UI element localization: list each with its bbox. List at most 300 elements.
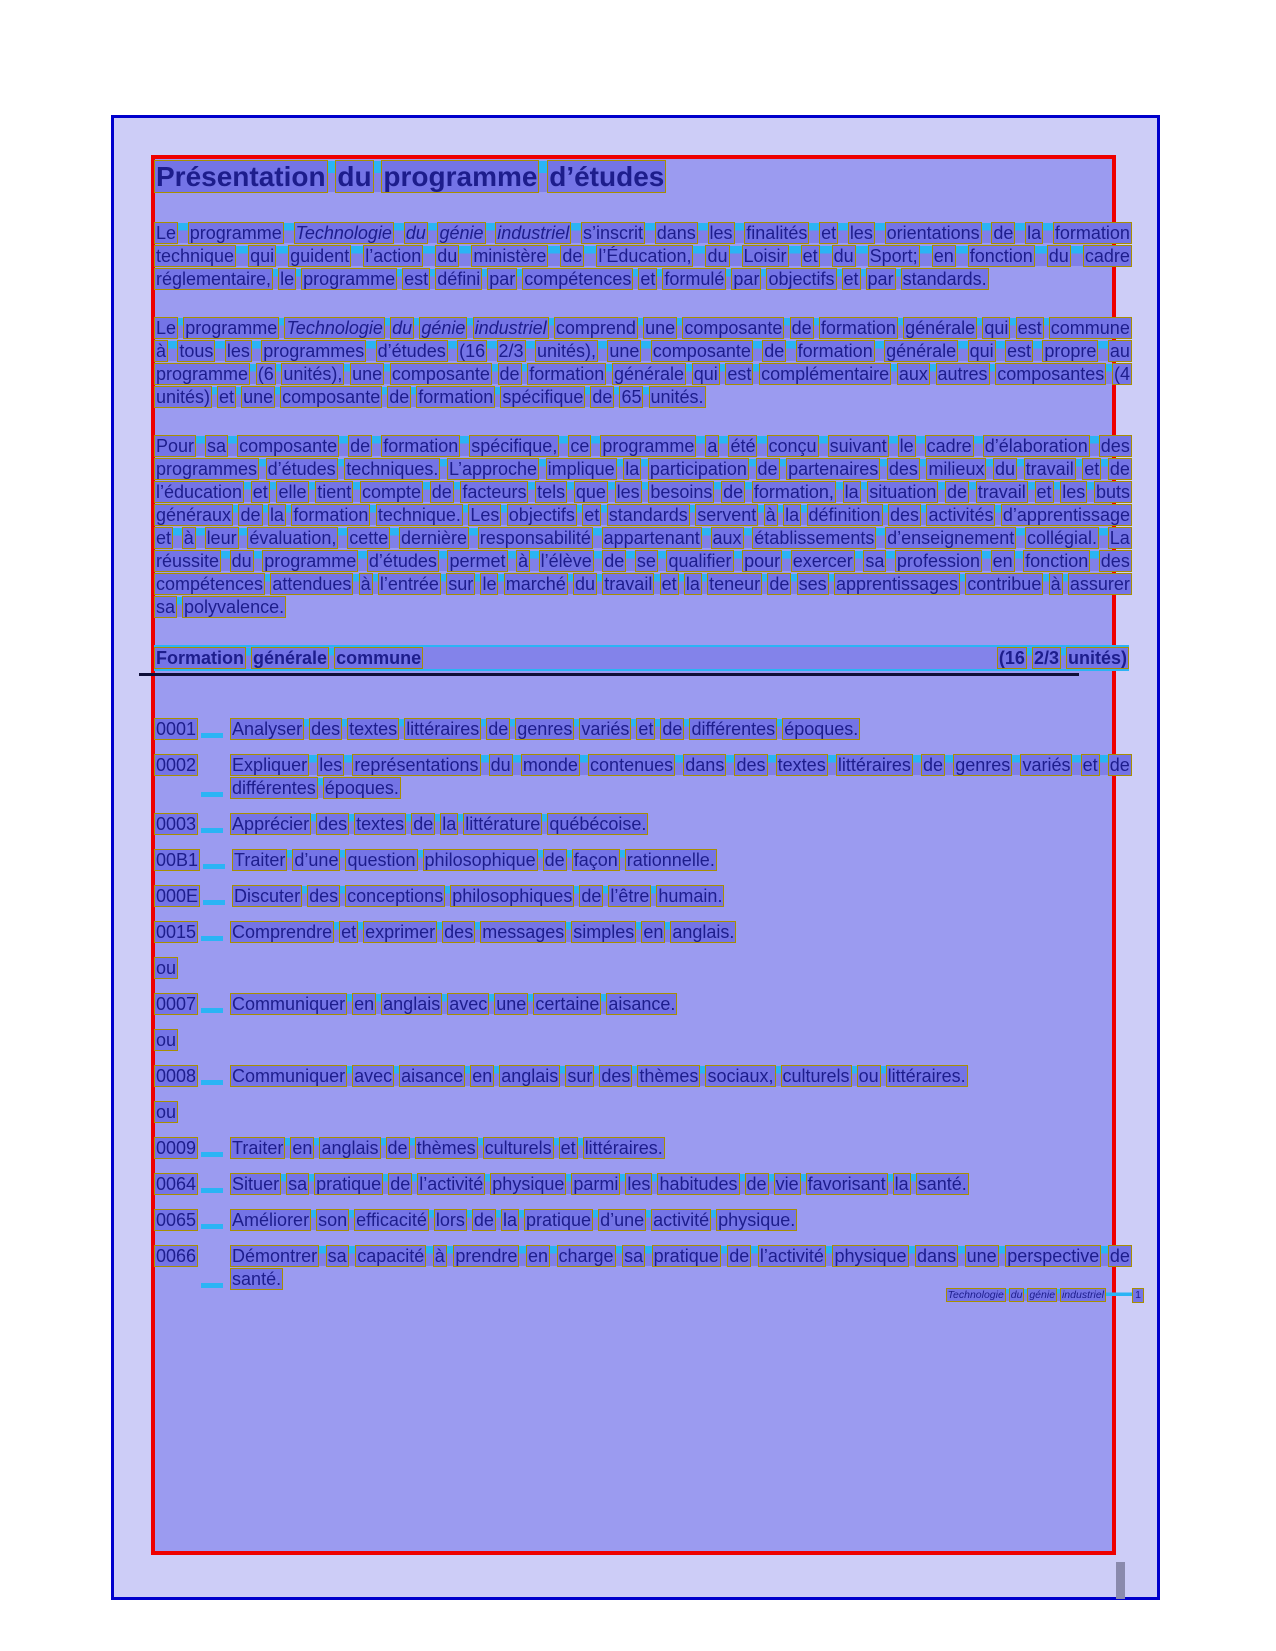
word-highlight: 0064 xyxy=(156,1174,197,1194)
paragraph xyxy=(154,222,1132,291)
word-highlight: buts xyxy=(1095,482,1130,502)
space-selection-mark xyxy=(645,1246,652,1266)
word-highlight: pour xyxy=(744,551,781,571)
competency-row xyxy=(154,885,1132,908)
word-highlight: qui xyxy=(693,364,718,384)
word-highlight: de xyxy=(499,364,520,384)
space-selection-mark xyxy=(486,223,496,243)
word-highlight: d’études xyxy=(549,161,665,192)
space-selection-mark xyxy=(548,246,560,266)
space-selection-mark xyxy=(956,246,968,266)
space-selection-mark xyxy=(875,341,884,361)
competency-code xyxy=(154,1137,198,1160)
word-highlight: la xyxy=(785,505,800,525)
word-highlight: l’éducation xyxy=(156,482,243,502)
word-highlight: de xyxy=(350,436,371,456)
word-highlight: polyvalence. xyxy=(184,597,285,617)
word-highlight: et xyxy=(156,528,172,548)
word-highlight: habitudes xyxy=(659,1174,738,1194)
word-highlight: activités xyxy=(928,505,994,525)
word-highlight: cadre xyxy=(926,436,972,456)
word-highlight: et xyxy=(1082,755,1098,775)
word-highlight: culturels xyxy=(782,1066,850,1086)
word-highlight: composantes xyxy=(997,364,1105,384)
space-selection-mark xyxy=(1098,341,1107,361)
space-selection-mark xyxy=(601,505,606,525)
page-title xyxy=(154,160,1132,194)
word-highlight: d’études xyxy=(267,459,336,479)
space-selection-mark xyxy=(1028,482,1035,502)
space-selection-mark xyxy=(423,246,435,266)
word-highlight: 0002 xyxy=(156,755,197,775)
word-highlight: ou xyxy=(156,1030,177,1050)
word-highlight: et xyxy=(1084,459,1100,479)
word-highlight: du xyxy=(833,246,854,266)
word-highlight: de xyxy=(947,482,968,502)
word-highlight: objectifs xyxy=(508,505,575,525)
word-highlight: la xyxy=(894,1174,909,1194)
word-highlight: (16 xyxy=(459,341,486,361)
word-highlight: en xyxy=(354,994,375,1014)
space-selection-mark xyxy=(584,246,596,266)
word-highlight: 0065 xyxy=(156,1210,197,1230)
space-selection-mark xyxy=(1043,223,1053,243)
space-selection-mark xyxy=(819,436,828,456)
word-highlight: ou xyxy=(156,958,177,978)
space-selection-mark xyxy=(1090,551,1099,571)
word-highlight: l’Éducation, xyxy=(598,246,692,266)
word-highlight: Comprendre xyxy=(232,922,333,942)
space-selection-mark xyxy=(891,364,897,384)
word-highlight: de xyxy=(431,482,452,502)
word-highlight: les xyxy=(319,755,343,775)
word-highlight: formation xyxy=(529,364,605,384)
word-highlight: sa xyxy=(327,1246,347,1266)
word-highlight: conçu xyxy=(768,436,817,456)
word-highlight: ministère xyxy=(473,246,547,266)
word-highlight: réussite xyxy=(156,551,220,571)
word-highlight: propre xyxy=(1044,341,1097,361)
word-highlight: Expliquer xyxy=(232,755,308,775)
word-highlight: Situer xyxy=(232,1174,280,1194)
space-selection-mark xyxy=(645,223,655,243)
word-highlight: anglais xyxy=(321,1138,379,1158)
word-highlight: composante xyxy=(239,436,338,456)
word-highlight: l’entrée xyxy=(379,574,439,594)
word-highlight: activité xyxy=(653,1210,710,1230)
word-highlight: de xyxy=(662,719,683,739)
word-highlight: programme xyxy=(602,436,695,456)
space-selection-mark xyxy=(626,551,635,571)
competency-text xyxy=(230,993,1132,1016)
competency-row xyxy=(154,1209,1132,1232)
space-selection-mark xyxy=(889,436,898,456)
word-highlight: pratique xyxy=(316,1174,382,1194)
word-highlight: les xyxy=(1062,482,1086,502)
word-highlight: à xyxy=(183,528,194,548)
space-selection-mark xyxy=(426,1246,433,1266)
word-highlight: servent xyxy=(697,505,757,525)
word-highlight: des xyxy=(444,922,474,942)
space-selection-mark xyxy=(913,755,921,775)
word-highlight: 0066 xyxy=(156,1246,197,1266)
space-selection-mark xyxy=(284,223,294,243)
competency-code xyxy=(154,993,198,1016)
word-highlight: implique xyxy=(547,459,615,479)
space-selection-mark xyxy=(809,223,819,243)
word-highlight: Traiter xyxy=(232,1138,284,1158)
space-selection-mark xyxy=(820,246,832,266)
word-highlight: générale xyxy=(886,341,957,361)
word-highlight: Technologie xyxy=(295,223,392,243)
word-highlight: de xyxy=(473,1210,494,1230)
competency-row xyxy=(154,1065,1132,1088)
tab-selection-mark xyxy=(198,813,230,836)
word-highlight: et xyxy=(821,223,837,243)
competency-row xyxy=(154,718,1132,741)
word-highlight: et xyxy=(638,719,654,739)
word-highlight: de xyxy=(923,755,944,775)
word-highlight: et xyxy=(640,269,656,289)
space-selection-mark xyxy=(776,1066,781,1086)
word-highlight: du xyxy=(405,223,426,243)
space-selection-mark xyxy=(789,246,801,266)
word-highlight: de xyxy=(791,318,812,338)
word-highlight: spécifique xyxy=(502,387,584,407)
competency-code xyxy=(154,885,200,908)
word-highlight: par xyxy=(733,269,760,289)
space-selection-mark xyxy=(448,341,457,361)
word-highlight: des xyxy=(601,1066,631,1086)
word-highlight: de xyxy=(488,719,509,739)
word-highlight: 2/3 xyxy=(1033,648,1059,668)
word-highlight: fonction xyxy=(1025,551,1089,571)
space-selection-mark xyxy=(196,528,205,548)
word-highlight: Technologie xyxy=(947,1289,1004,1301)
space-selection-mark xyxy=(958,341,967,361)
word-highlight: des xyxy=(890,505,920,525)
word-highlight: Communiquer xyxy=(232,1066,346,1086)
word-highlight: formulé xyxy=(664,269,725,289)
word-highlight: genres xyxy=(955,755,1011,775)
word-highlight: tous xyxy=(179,341,214,361)
word-highlight: les xyxy=(709,223,733,243)
footer-tab-mark xyxy=(1106,1289,1132,1302)
word-highlight: situation xyxy=(869,482,937,502)
word-highlight: la xyxy=(502,1210,517,1230)
word-highlight: de xyxy=(1109,459,1130,479)
paragraph xyxy=(154,435,1132,619)
space-selection-mark xyxy=(1101,459,1108,479)
word-highlight: certaine xyxy=(535,994,600,1014)
word-highlight: ce xyxy=(570,436,590,456)
word-highlight: programmes xyxy=(263,341,365,361)
word-highlight: que xyxy=(575,482,606,502)
word-highlight: de xyxy=(729,1246,750,1266)
competency-text xyxy=(230,718,1132,741)
space-selection-mark xyxy=(339,436,348,456)
word-highlight: physique xyxy=(834,1246,907,1266)
space-selection-mark xyxy=(459,246,471,266)
word-highlight: Présentation xyxy=(156,161,326,192)
word-highlight: et xyxy=(1036,482,1052,502)
space-selection-mark xyxy=(554,1138,559,1158)
word-highlight: du xyxy=(1010,1289,1023,1301)
space-selection-mark xyxy=(196,436,205,456)
space-selection-mark xyxy=(460,436,469,456)
space-selection-mark xyxy=(508,551,517,571)
space-selection-mark xyxy=(876,528,885,548)
word-highlight: composante xyxy=(652,341,751,361)
word-highlight: favorisant xyxy=(807,1174,886,1194)
space-selection-mark xyxy=(735,223,745,243)
word-highlight: en xyxy=(643,922,664,942)
space-selection-mark xyxy=(410,1138,415,1158)
competency-text xyxy=(232,885,1132,908)
space-selection-mark xyxy=(221,551,230,571)
word-highlight: la xyxy=(269,505,284,525)
competency-code xyxy=(154,849,200,872)
space-selection-mark xyxy=(753,341,762,361)
word-highlight: l’activité xyxy=(419,1174,484,1194)
word-highlight: du xyxy=(490,755,511,775)
word-highlight: aisance xyxy=(401,1066,464,1086)
word-highlight: une xyxy=(609,341,640,361)
word-highlight: sociaux, xyxy=(707,1066,774,1086)
space-selection-mark xyxy=(1071,246,1083,266)
word-highlight: elle xyxy=(278,482,307,502)
space-selection-mark xyxy=(1043,574,1048,594)
word-highlight: sa xyxy=(865,551,885,571)
word-highlight: des xyxy=(1100,551,1130,571)
space-selection-mark xyxy=(896,269,901,289)
space-selection-mark xyxy=(801,505,806,525)
word-highlight: une xyxy=(496,994,527,1014)
word-highlight: Traiter xyxy=(234,850,286,870)
word-highlight: philosophique xyxy=(424,850,536,870)
space-selection-mark xyxy=(768,755,776,775)
word-highlight: besoins xyxy=(650,482,713,502)
space-selection-mark xyxy=(578,1138,583,1158)
word-highlight: programme xyxy=(303,269,396,289)
word-highlight: sa xyxy=(207,436,227,456)
word-highlight: programmes xyxy=(156,459,258,479)
space-selection-mark xyxy=(888,1174,893,1194)
space-selection-mark xyxy=(559,436,568,456)
space-selection-mark xyxy=(641,341,650,361)
word-highlight: s’inscrit xyxy=(583,223,644,243)
space-selection-mark xyxy=(758,505,763,525)
space-selection-mark xyxy=(530,551,539,571)
grey-page-mark xyxy=(1116,1562,1125,1599)
tab-selection-mark xyxy=(198,1245,230,1291)
competency-text xyxy=(230,1209,1132,1232)
word-highlight: se xyxy=(636,551,656,571)
space-selection-mark xyxy=(828,755,836,775)
word-highlight: programme xyxy=(383,161,538,192)
word-highlight: question xyxy=(347,850,416,870)
space-selection-mark xyxy=(698,223,708,243)
word-highlight: générale xyxy=(905,318,976,338)
space-selection-mark xyxy=(481,755,489,775)
word-highlight: de xyxy=(993,223,1014,243)
word-highlight: du xyxy=(575,574,596,594)
space-selection-mark xyxy=(608,482,615,502)
word-highlight: contribue xyxy=(967,574,1042,594)
space-selection-mark xyxy=(244,482,251,502)
word-highlight: formation xyxy=(797,341,873,361)
word-highlight: Le xyxy=(156,318,177,338)
word-highlight: ou xyxy=(156,1102,177,1122)
word-highlight: du xyxy=(231,551,252,571)
word-highlight: québécoise. xyxy=(549,814,647,834)
word-highlight: 0009 xyxy=(156,1138,197,1158)
word-highlight: formation xyxy=(418,387,494,407)
word-highlight: collégial. xyxy=(1026,528,1098,548)
space-selection-mark xyxy=(594,551,603,571)
word-highlight: été xyxy=(730,436,756,456)
word-highlight: assurer xyxy=(1069,574,1130,594)
word-highlight: formation xyxy=(293,505,369,525)
word-highlight: en xyxy=(992,551,1013,571)
word-highlight: d’études xyxy=(377,341,446,361)
word-highlight: commune xyxy=(336,648,422,668)
space-selection-mark xyxy=(440,459,447,479)
word-highlight: vie xyxy=(775,1174,799,1194)
word-highlight: le xyxy=(899,436,914,456)
space-selection-mark xyxy=(250,364,256,384)
word-highlight: façon xyxy=(573,850,618,870)
word-highlight: à xyxy=(1050,574,1061,594)
word-highlight: par xyxy=(489,269,516,289)
word-highlight: comprend xyxy=(555,318,636,338)
word-highlight: (4 xyxy=(1113,364,1130,384)
word-highlight: Le xyxy=(156,223,177,243)
word-highlight: d’études xyxy=(368,551,437,571)
space-selection-mark xyxy=(593,528,602,548)
word-highlight: l’élève xyxy=(540,551,592,571)
word-highlight: Apprécier xyxy=(232,814,310,834)
space-selection-mark xyxy=(492,364,498,384)
word-highlight: a xyxy=(707,436,718,456)
tab-selection-mark xyxy=(200,885,232,908)
word-highlight: de xyxy=(604,551,625,571)
space-selection-mark xyxy=(745,482,752,502)
word-highlight: de xyxy=(769,574,790,594)
word-highlight: parmi xyxy=(573,1174,619,1194)
space-selection-mark xyxy=(252,341,261,361)
word-highlight: Sport; xyxy=(869,246,918,266)
word-highlight: ou xyxy=(858,1066,879,1086)
word-highlight: des xyxy=(311,719,341,739)
word-highlight: santé. xyxy=(232,1269,282,1289)
space-selection-mark xyxy=(428,223,438,243)
word-highlight: commune xyxy=(1050,318,1130,338)
word-highlight: santé. xyxy=(917,1174,967,1194)
word-highlight: Formation xyxy=(156,648,244,668)
word-highlight: aux xyxy=(898,364,928,384)
word-highlight: 0007 xyxy=(156,994,197,1014)
word-highlight: attendues xyxy=(272,574,352,594)
word-highlight: Améliorer xyxy=(232,1210,310,1230)
word-highlight: qui xyxy=(969,341,994,361)
space-selection-mark xyxy=(749,459,756,479)
word-highlight: genres xyxy=(517,719,573,739)
space-selection-mark xyxy=(837,269,842,289)
word-highlight: unités) xyxy=(1067,648,1127,668)
word-highlight: culturels xyxy=(484,1138,552,1158)
word-highlight: 0003 xyxy=(156,814,197,834)
competency-code xyxy=(154,921,198,944)
word-highlight: suivant xyxy=(829,436,887,456)
word-highlight: époques. xyxy=(324,778,399,798)
competency-row xyxy=(154,993,1132,1016)
word-highlight: textes xyxy=(349,719,398,739)
tab-selection-mark xyxy=(198,1209,230,1232)
space-selection-mark xyxy=(757,436,766,456)
word-highlight: exprimer xyxy=(365,922,436,942)
space-selection-mark xyxy=(643,387,648,407)
word-highlight: standards xyxy=(608,505,688,525)
word-highlight: générale xyxy=(613,364,685,384)
word-highlight: industriel xyxy=(474,318,547,338)
word-highlight: littéraires xyxy=(406,719,480,739)
tab-selection-mark xyxy=(198,754,230,800)
competency-row xyxy=(154,1137,1132,1160)
word-highlight: compétences xyxy=(156,574,264,594)
content-area xyxy=(154,160,1141,1304)
word-highlight: efficacité xyxy=(356,1210,427,1230)
word-highlight: formation, xyxy=(753,482,834,502)
word-highlight: de xyxy=(240,505,261,525)
space-selection-mark xyxy=(1010,318,1015,338)
footer-page-number: 1 xyxy=(1132,1288,1144,1303)
word-highlight: profession xyxy=(896,551,980,571)
word-highlight: et xyxy=(584,505,600,525)
space-selection-mark xyxy=(418,850,423,870)
word-highlight: perspective xyxy=(1007,1246,1100,1266)
word-highlight: teneur xyxy=(709,574,761,594)
word-highlight: 0008 xyxy=(156,1066,197,1086)
word-highlight: qui xyxy=(250,246,275,266)
word-highlight: évaluation, xyxy=(249,528,337,548)
word-highlight: physique xyxy=(492,1174,565,1194)
word-highlight: l’action xyxy=(365,246,422,266)
competency-text xyxy=(230,754,1132,800)
word-highlight: milieux xyxy=(928,459,985,479)
word-highlight: dans xyxy=(656,223,696,243)
word-highlight: définition xyxy=(808,505,881,525)
word-highlight: le xyxy=(482,574,497,594)
space-selection-mark xyxy=(394,223,404,243)
space-selection-mark xyxy=(567,850,572,870)
word-highlight: qualifier xyxy=(668,551,732,571)
space-selection-mark xyxy=(881,1066,886,1086)
space-selection-mark xyxy=(168,341,177,361)
word-highlight: en xyxy=(292,1138,313,1158)
word-highlight: des xyxy=(736,755,766,775)
space-selection-mark xyxy=(567,482,574,502)
word-highlight: formation xyxy=(820,318,896,338)
word-highlight: unités) xyxy=(156,387,211,407)
word-highlight: littéraires. xyxy=(584,1138,663,1158)
word-highlight: variés xyxy=(1022,755,1071,775)
word-highlight: d’enseignement xyxy=(887,528,1015,548)
space-selection-mark xyxy=(173,528,182,548)
word-highlight: de xyxy=(764,341,785,361)
space-selection-mark xyxy=(769,1174,774,1194)
word-highlight: avec xyxy=(354,1066,393,1086)
